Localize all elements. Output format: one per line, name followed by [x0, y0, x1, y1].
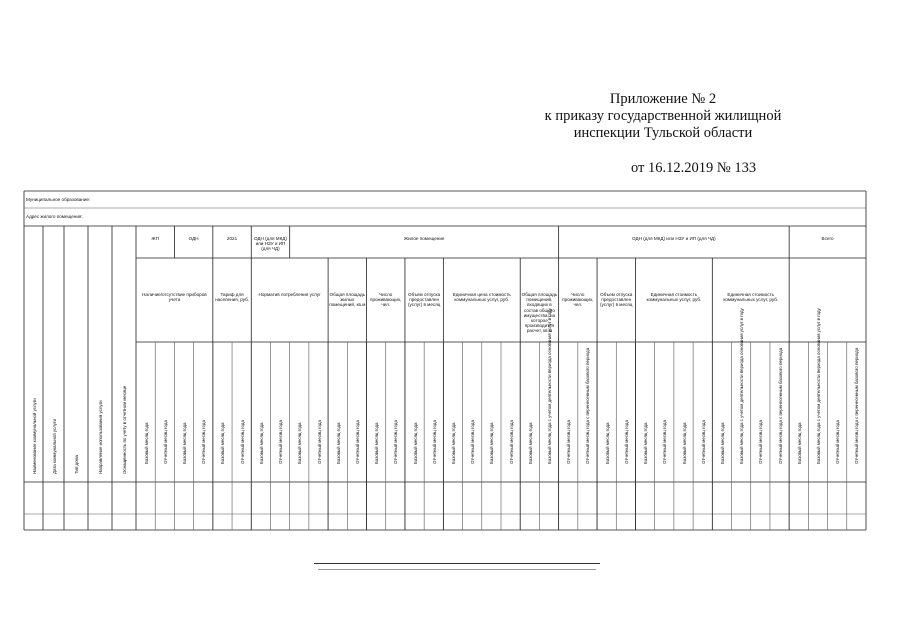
left-header-cell: Направление использования услуги — [98, 400, 103, 474]
top-header-cell: Жилое помещение — [403, 236, 445, 241]
sub-header-cell: Отчетный месяц года — [239, 420, 245, 464]
sub-header-cell: Базовый месяц года — [182, 422, 188, 464]
group-header-cell: Тариф для населения, руб. — [215, 292, 249, 303]
group-header-cell: Число проживающих, чел. — [369, 292, 402, 308]
top-header-cell: Всего — [821, 236, 834, 241]
sub-header-cell: Базовый месяц года — [796, 422, 802, 464]
sub-header-cell: Отчетный месяц года — [508, 420, 514, 464]
sub-header-cell: Базовый месяц года — [335, 422, 341, 464]
appendix-order-ref: к приказу государственной жилищной — [544, 108, 782, 124]
sub-header-cell: Отчетный месяц года с перенесенным базового периода — [777, 347, 783, 464]
top-header-cell: ОДН (для МКД) или НЗУ и ИП (для ЧД) — [632, 236, 716, 241]
sub-header-cell: Базовый месяц года — [220, 422, 226, 464]
sub-header-cell: Отчетный месяц года — [431, 420, 437, 464]
top-header-cell: ОДН — [188, 236, 199, 241]
sub-header-cell: Отчетный месяц года — [835, 420, 841, 464]
group-header-cell: Единичная цена стоимость коммунальных услуг, руб. — [452, 292, 511, 303]
sub-header-cell: Базовый месяц года — [527, 422, 533, 464]
municipality-label: Муниципальное образование: — [26, 197, 91, 202]
signature-line-secondary — [318, 569, 596, 570]
group-header-cell: Общая площадь помещений, входящих в состав общего имущества, на которое производится расчет, кв.м — [521, 292, 558, 334]
sub-header-cell: Отчетный месяц года с перенесенным базового периода — [854, 347, 860, 464]
sub-header-cell: Отчетный месяц года — [278, 420, 284, 464]
sub-header-cell: Базовый месяц года — [297, 422, 303, 464]
top-header-cell: ЖП — [151, 236, 159, 241]
sub-header-cell: Отчетный месяц года — [201, 420, 207, 464]
group-header-cell: Общая площадь жилых помещений, кв.м — [329, 292, 366, 308]
sub-header-cell: Отчетный месяц года — [393, 420, 399, 464]
sub-header-cell: Базовый месяц года — [450, 422, 456, 464]
sub-header-cell: Отчетный месяц года — [162, 420, 168, 464]
group-header-cell: Число проживающих, чел. — [562, 292, 594, 308]
sub-header-cell: Отчетный месяц года — [354, 420, 360, 464]
left-header-cell: Дата коммунальной услуги — [51, 418, 57, 474]
sub-header-cell: Отчетный месяц года — [566, 420, 572, 464]
sub-header-cell: Базовый месяц года — [374, 422, 380, 464]
group-header-cell: Единичная стоимость коммунальных услуг, руб. — [723, 292, 779, 303]
group-header-cell: Объем отпуска предоставлен (услуг) в месяц — [407, 292, 441, 308]
left-header-cell: Оснащенность по учету в отчетном месяце — [122, 385, 127, 474]
left-header-cell: Наименование коммунальной услуги — [31, 398, 37, 474]
sub-header-cell: Базовый месяц года — [412, 422, 418, 464]
sub-header-cell: Базовый месяц года — [143, 422, 149, 464]
sub-header-cell: Отчетный месяц года — [623, 420, 629, 464]
top-header-cell: 2021 — [226, 236, 238, 241]
top-header-cell: ОДН (для МКД) или НЗУ и ИП (для ЧД) — [253, 236, 287, 252]
sub-header-cell: Базовый месяц года — [604, 422, 610, 464]
appendix-authority: инспекции Тульской области — [573, 125, 753, 141]
sub-header-cell: Базовый месяц года — [258, 422, 264, 464]
signature-line — [314, 563, 600, 564]
sub-header-cell: Базовый месяц года — [719, 422, 725, 464]
left-header-cell: Тип дома — [74, 454, 79, 474]
group-header-cell: Наличие/отсутствие приборов учета — [142, 292, 207, 303]
appendix-date: от 16.12.2019 № 133 — [631, 160, 757, 176]
address-label: Адрес жилого помещения: — [26, 214, 83, 219]
sub-header-cell: Отчетный месяц года — [700, 420, 706, 464]
sub-header-cell: Базовый месяц года — [681, 422, 687, 464]
group-header-cell: Норматив потребления услуг — [258, 292, 321, 297]
group-header-cell: Объем отпуска предоставлен (услуг) в месяц — [600, 292, 633, 308]
sub-header-cell: Отчетный месяц года — [470, 420, 476, 464]
appendix-title: Приложение № 2 — [609, 91, 717, 107]
sub-header-cell: Базовый месяц года — [489, 422, 495, 464]
sub-header-cell: Отчетный месяц года — [316, 420, 322, 464]
sub-header-cell: Отчетный месяц года — [662, 420, 668, 464]
sub-header-cell: Базовый месяц года с учетом деятельности периода основания услуг в году — [739, 308, 745, 464]
sub-header-cell: Базовый месяц года с учетом деятельности периода основания услуг в году — [815, 308, 821, 464]
sub-header-cell: Отчетный месяц года — [758, 420, 764, 464]
sub-header-cell: Базовый месяц года — [643, 422, 649, 464]
sub-header-cell: Базовый месяц года с учетом деятельности периода основания услуг в году — [547, 308, 553, 464]
group-header-cell: Единичная стоимость коммунальных услуг, руб. — [646, 292, 702, 303]
sub-header-cell: Отчетный месяц года с перенесенным базового периода — [585, 347, 591, 464]
